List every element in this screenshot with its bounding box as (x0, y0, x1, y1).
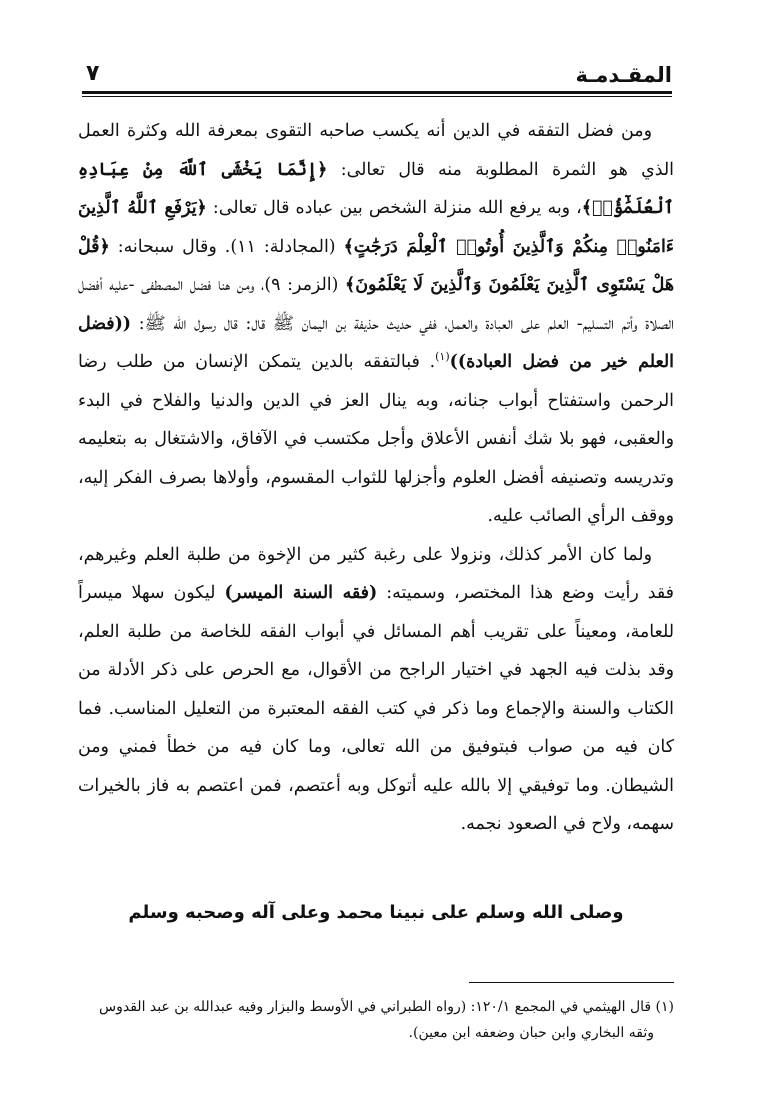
footnote-separator (469, 982, 674, 983)
text-segment: ، وبه يرفع الله منزلة الشخص بين عباده قال تعالى: (206, 198, 582, 218)
closing-salutation: وصلى الله وسلم على نبينا محمد وعلى آله وصحبه وسلم (128, 902, 624, 923)
text-segment: (المجادلة: ١١). وقال سبحانه: (109, 236, 344, 257)
hadith-quote: ((فضل العلم خير من فضل العبادة)) (78, 313, 674, 372)
text-segment: . فبالتفقه بالدين يتمكن الإنسان من طلب رضا الرحمن واستفتاح أبواب جنانه، وبه ينال العز في الدين والدنيا والفلاح في البدء والعقبى، فهو بلا شك أنفس الأعلاق وأجل مكتسب في الآفاق، والاشتغال به بتعليمه وتدريسه وتصنيفه أفضل العلوم وأجزلها للثواب المقسوم، وأولاها بصرف الفكر إليه، ووقف الرأي الصائب عليه. (78, 352, 674, 526)
footnote-marker: (١) (435, 350, 450, 364)
chapter-title: المقـدمـة (575, 63, 672, 87)
header-rule-thick (82, 91, 672, 94)
text-segment: (الزمر: ٩)، ومن هنا فضل المصطفى -عليه أفضل الصلاة وأتم التسليم- العلم على العبادة والعمل، ففي حديث حذيفة بن اليمان ﷺ قال: قال رسول الله ﷺ: (78, 275, 674, 334)
quran-verse-2: ﴿يَرْفَعِ ٱللَّهُ ٱلَّذِينَ ءَامَنُوا۟ مِنكُمْ وَٱلَّذِينَ أُوتُوا۟ ٱلْعِلْمَ دَرَجَٰتٍ﴾ (78, 198, 674, 257)
text-segment: ومن فضل التفقه في الدين أنه يكسب صاحبه التقوى بمعرفة الله وكثرة العمل الذي هو الثمرة المطلوبة منه قال تعالى: (78, 121, 675, 180)
text-segment: ليكون سهلا ميسراً للعامة، ومعيناً على تقريب أهم المسائل في أبواب الفقه للخاصة من طلبة العلم، وقد بذلت فيه الجهد في اختيار الراجح من الأقوال، مع الحرص على ذكر الأدلة من الكتاب والسنة والإجماع وما ذكر في كتب الفقه المعتبرة من التعليل المناسب. فما كان فيه من صواب فبتوفيق من الله تعالى، وما كان فيه من خطأ فمني ومن الشيطان. وما توفيقي إلا بالله عليه أتوكل وبه أعتصم، فمن اعتصم به فاز بالخيرات سهمه، ولاح في الصعود نجمه. (78, 583, 674, 834)
quran-verse-1: ﴿إِنَّمَا يَخْشَى ٱللَّهَ مِنْ عِبَادِهِ ٱلْعُلَمَٰٓؤُا۟﴾ (78, 159, 674, 218)
main-text (78, 112, 674, 844)
page-number: ٧ (86, 61, 100, 86)
footnote (78, 994, 674, 1046)
paragraph-2 (78, 536, 674, 844)
book-title: (فقه السنة الميسر) (224, 583, 378, 603)
text-segment: ولما كان الأمر كذلك، ونزولا على رغبة كثير من الإخوة من طلبة العلم وغيرهم، فقد رأيت وضع هذا المختصر، وسميته: (78, 544, 674, 603)
page-header (82, 60, 672, 96)
footnote-line-1: (١) قال الهيثمي في المجمع ١٢٠/١: (رواه الطبراني في الأوسط والبزار وفيه عبدالله بن عبد القدوس (99, 999, 674, 1015)
quran-verse-3: ﴿قُلْ هَلْ يَسْتَوِى ٱلَّذِينَ يَعْلَمُونَ وَٱلَّذِينَ لَا يَعْلَمُونَ﴾ (78, 236, 674, 295)
footnote-line-2: وثقه البخاري وابن حبان وضعفه ابن معين). (408, 1025, 654, 1041)
header-rule-thin (82, 96, 672, 97)
paragraph-1 (78, 112, 674, 536)
